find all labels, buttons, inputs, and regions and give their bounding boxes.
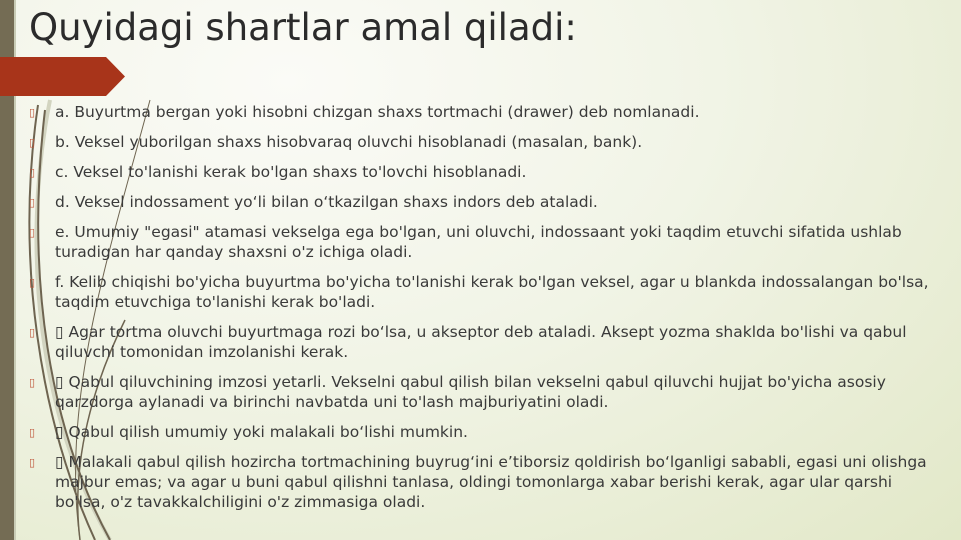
list-item (29, 422, 929, 442)
bullet-icon: ▯ (29, 276, 36, 289)
bullet-icon: ▯ (29, 226, 36, 239)
item-text: Qabul qiluvchining imzosi yetarli. Vekselni qabul qilish bilan vekselni qabul qiluvchi hujjat bo'yicha asosiy qarzdorga aylanadi va birinchi navbatda uni to'lash majburiyatini oladi. (55, 373, 886, 411)
bullet-icon: ▯ (29, 376, 36, 389)
bullet-icon: ▯ (29, 106, 36, 119)
list-item (29, 162, 929, 182)
bullet-icon: ▯ (29, 326, 36, 339)
list-item (29, 452, 929, 512)
inline-glyph: ▯ (55, 453, 69, 471)
item-text: f. Kelib chiqishi bo'yicha buyurtma bo'yicha to'lanishi kerak bo'lgan veksel, agar u blankda indossalangan bo'lsa, taqdim etuvchiga to'lanishi kerak bo'ladi. (55, 273, 929, 311)
list-item (29, 272, 929, 312)
bullet-list (29, 102, 929, 522)
title-arrow-decoration (0, 57, 125, 96)
item-text: Qabul qilish umumiy yoki malakali bo‘lishi mumkin. (68, 423, 468, 441)
inline-glyph: ▯ (55, 423, 69, 441)
list-item (29, 192, 929, 212)
item-text: e. Umumiy "egasi" atamasi vekselga ega bo'lgan, uni oluvchi, indossaant yoki taqdim etuvchi sifatida ushlab turadigan har qanday shaxsni o'z ichiga oladi. (55, 223, 902, 261)
item-text: c. Veksel to'lanishi kerak bo'lgan shaxs to'lovchi hisoblanadi. (55, 163, 527, 181)
list-item (29, 102, 929, 122)
inline-glyph: ▯ (55, 373, 69, 391)
list-item (29, 222, 929, 262)
item-text: Agar tortma oluvchi buyurtmaga rozi bo‘lsa, u akseptor deb ataladi. Aksept yozma shaklda bo'lishi va qabul qiluvchi tomonidan imzolanishi kerak. (55, 323, 907, 361)
bullet-icon: ▯ (29, 426, 36, 439)
bullet-icon: ▯ (29, 456, 36, 469)
list-item (29, 322, 929, 362)
list-item (29, 132, 929, 152)
slide-title: Quyidagi shartlar amal qiladi: (29, 6, 577, 49)
bullet-icon: ▯ (29, 166, 36, 179)
item-text: d. Veksel indossament yo‘li bilan o‘tkazilgan shaxs indors deb ataladi. (55, 193, 598, 211)
list-item (29, 372, 929, 412)
bullet-icon: ▯ (29, 136, 36, 149)
item-text: Malakali qabul qilish hozircha tortmachining buyrug‘ini e’tiborsiz qoldirish bo‘lganligi sababli, egasi uni olishga majbur emas; va agar u buni qabul qilishni tanlasa, oldingi tomonlarga xabar berishi kerak, agar ular qarshi bo'lsa, o'z tavakkalchiligini o'z zimmasiga oladi. (55, 453, 927, 511)
inline-glyph: ▯ (55, 323, 69, 341)
item-text: b. Veksel yuborilgan shaxs hisobvaraq oluvchi hisoblanadi (masalan, bank). (55, 133, 643, 151)
bullet-icon: ▯ (29, 196, 36, 209)
item-text: a. Buyurtma bergan yoki hisobni chizgan shaxs tortmachi (drawer) deb nomlanadi. (55, 103, 700, 121)
